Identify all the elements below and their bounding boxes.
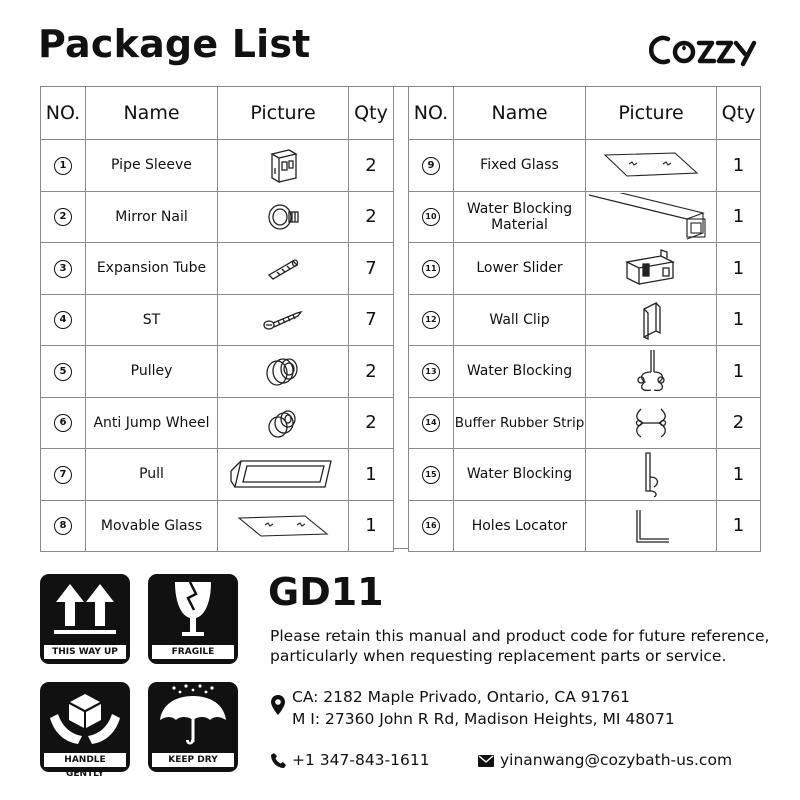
phone-icon xyxy=(270,752,287,769)
item-name: Fixed Glass xyxy=(454,140,586,192)
item-qty: 2 xyxy=(349,191,394,243)
header-no: NO. xyxy=(409,87,454,140)
address-block xyxy=(292,686,675,730)
table-row xyxy=(41,346,394,398)
holes-locator-icon xyxy=(631,506,671,546)
table-row xyxy=(409,243,761,295)
table-row xyxy=(41,243,394,295)
address-ca: CA: 2182 Maple Privado, Ontario, CA 91761 xyxy=(292,688,631,706)
item-number: 13 xyxy=(422,363,440,381)
table-row xyxy=(41,191,394,243)
table-row xyxy=(409,294,761,346)
table-row xyxy=(409,140,761,192)
item-name: Buffer Rubber Strip xyxy=(454,397,586,449)
pipe-sleeve-icon xyxy=(263,144,303,186)
item-qty: 1 xyxy=(717,243,761,295)
item-qty: 1 xyxy=(349,449,394,501)
table-row xyxy=(41,140,394,192)
table-row xyxy=(409,346,761,398)
item-name: Lower Slider xyxy=(454,243,586,295)
umbrella-icon xyxy=(148,682,238,754)
fragile-label: FRAGILE xyxy=(148,574,238,664)
phone-number[interactable]: +1 347-843-1611 xyxy=(292,751,430,769)
item-name: Holes Locator xyxy=(454,500,586,552)
table-row xyxy=(41,397,394,449)
header-name: Name xyxy=(86,87,218,140)
item-name: Pull xyxy=(86,449,218,501)
lower-slider-icon xyxy=(621,248,681,288)
email-address[interactable]: yinanwang@cozybath-us.com xyxy=(500,751,733,769)
pulley-icon xyxy=(263,351,303,391)
item-name: Water Blocking Material xyxy=(454,191,586,243)
item-qty: 1 xyxy=(717,191,761,243)
header-no: NO. xyxy=(41,87,86,140)
item-number: 10 xyxy=(422,208,440,226)
product-code: GD11 xyxy=(268,570,384,614)
item-number: 8 xyxy=(54,517,72,535)
header-picture: Picture xyxy=(586,87,717,140)
item-name: Mirror Nail xyxy=(86,191,218,243)
item-qty: 1 xyxy=(717,140,761,192)
parts-table-left xyxy=(40,86,394,552)
item-name: ST xyxy=(86,294,218,346)
item-qty: 1 xyxy=(717,346,761,398)
item-name: Water Blocking xyxy=(454,346,586,398)
item-name: Movable Glass xyxy=(86,500,218,552)
item-qty: 2 xyxy=(349,140,394,192)
item-number: 7 xyxy=(54,466,72,484)
item-number: 14 xyxy=(422,414,440,432)
table-row xyxy=(41,294,394,346)
this-way-up-label: THIS WAY UP xyxy=(40,574,130,664)
item-number: 4 xyxy=(54,311,72,329)
glass-panel-icon xyxy=(235,512,331,540)
pull-handle-icon xyxy=(227,457,339,491)
glass-panel-icon xyxy=(601,150,701,180)
hands-box-icon xyxy=(40,682,130,754)
item-number: 15 xyxy=(422,466,440,484)
item-qty: 7 xyxy=(349,243,394,295)
address-mi: M I: 27360 John R Rd, Madison Heights, MI 48071 xyxy=(292,710,675,728)
screw-icon xyxy=(261,307,305,333)
handle-gently-label: HANDLE GENTLY xyxy=(40,682,130,772)
item-qty: 1 xyxy=(717,294,761,346)
anti-jump-wheel-icon xyxy=(263,403,303,443)
item-number: 5 xyxy=(54,363,72,381)
item-number: 6 xyxy=(54,414,72,432)
cozy-logo xyxy=(648,30,763,70)
buffer-strip-icon xyxy=(631,405,671,441)
parts-table-right xyxy=(408,86,761,552)
table-row xyxy=(409,191,761,243)
email-icon xyxy=(478,755,494,767)
item-name: Water Blocking xyxy=(454,449,586,501)
table-row xyxy=(409,449,761,501)
square-tube-icon xyxy=(587,193,715,241)
water-blocking-profile-icon xyxy=(636,451,666,497)
item-number: 2 xyxy=(54,208,72,226)
expansion-tube-icon xyxy=(263,253,303,283)
item-qty: 1 xyxy=(717,500,761,552)
item-name: Pulley xyxy=(86,346,218,398)
item-qty: 2 xyxy=(349,346,394,398)
broken-glass-icon xyxy=(148,574,238,644)
retain-notice: Please retain this manual and product code for future reference, particularly when requesting replacement parts or service. xyxy=(270,627,770,665)
keep-dry-label: KEEP DRY xyxy=(148,682,238,772)
item-qty: 7 xyxy=(349,294,394,346)
mirror-nail-icon xyxy=(263,197,303,237)
item-number: 11 xyxy=(422,260,440,278)
page-title: Package List xyxy=(38,22,311,66)
table-row xyxy=(409,397,761,449)
item-qty: 2 xyxy=(349,397,394,449)
header-qty: Qty xyxy=(717,87,761,140)
item-name: Expansion Tube xyxy=(86,243,218,295)
header-name: Name xyxy=(454,87,586,140)
table-divider xyxy=(393,86,408,549)
water-blocking-strip-icon xyxy=(631,348,671,394)
item-number: 16 xyxy=(422,517,440,535)
item-name: Anti Jump Wheel xyxy=(86,397,218,449)
item-qty: 2 xyxy=(717,397,761,449)
item-number: 9 xyxy=(422,157,440,175)
item-name: Pipe Sleeve xyxy=(86,140,218,192)
table-row xyxy=(409,500,761,552)
wall-clip-icon xyxy=(636,299,666,341)
item-number: 3 xyxy=(54,260,72,278)
header-qty: Qty xyxy=(349,87,394,140)
item-number: 1 xyxy=(54,157,72,175)
item-qty: 1 xyxy=(717,449,761,501)
item-name: Wall Clip xyxy=(454,294,586,346)
table-row xyxy=(41,449,394,501)
item-number: 12 xyxy=(422,311,440,329)
table-row xyxy=(41,500,394,552)
location-pin-icon xyxy=(270,694,286,716)
header-picture: Picture xyxy=(218,87,349,140)
item-qty: 1 xyxy=(349,500,394,552)
arrows-up-icon xyxy=(40,574,130,644)
